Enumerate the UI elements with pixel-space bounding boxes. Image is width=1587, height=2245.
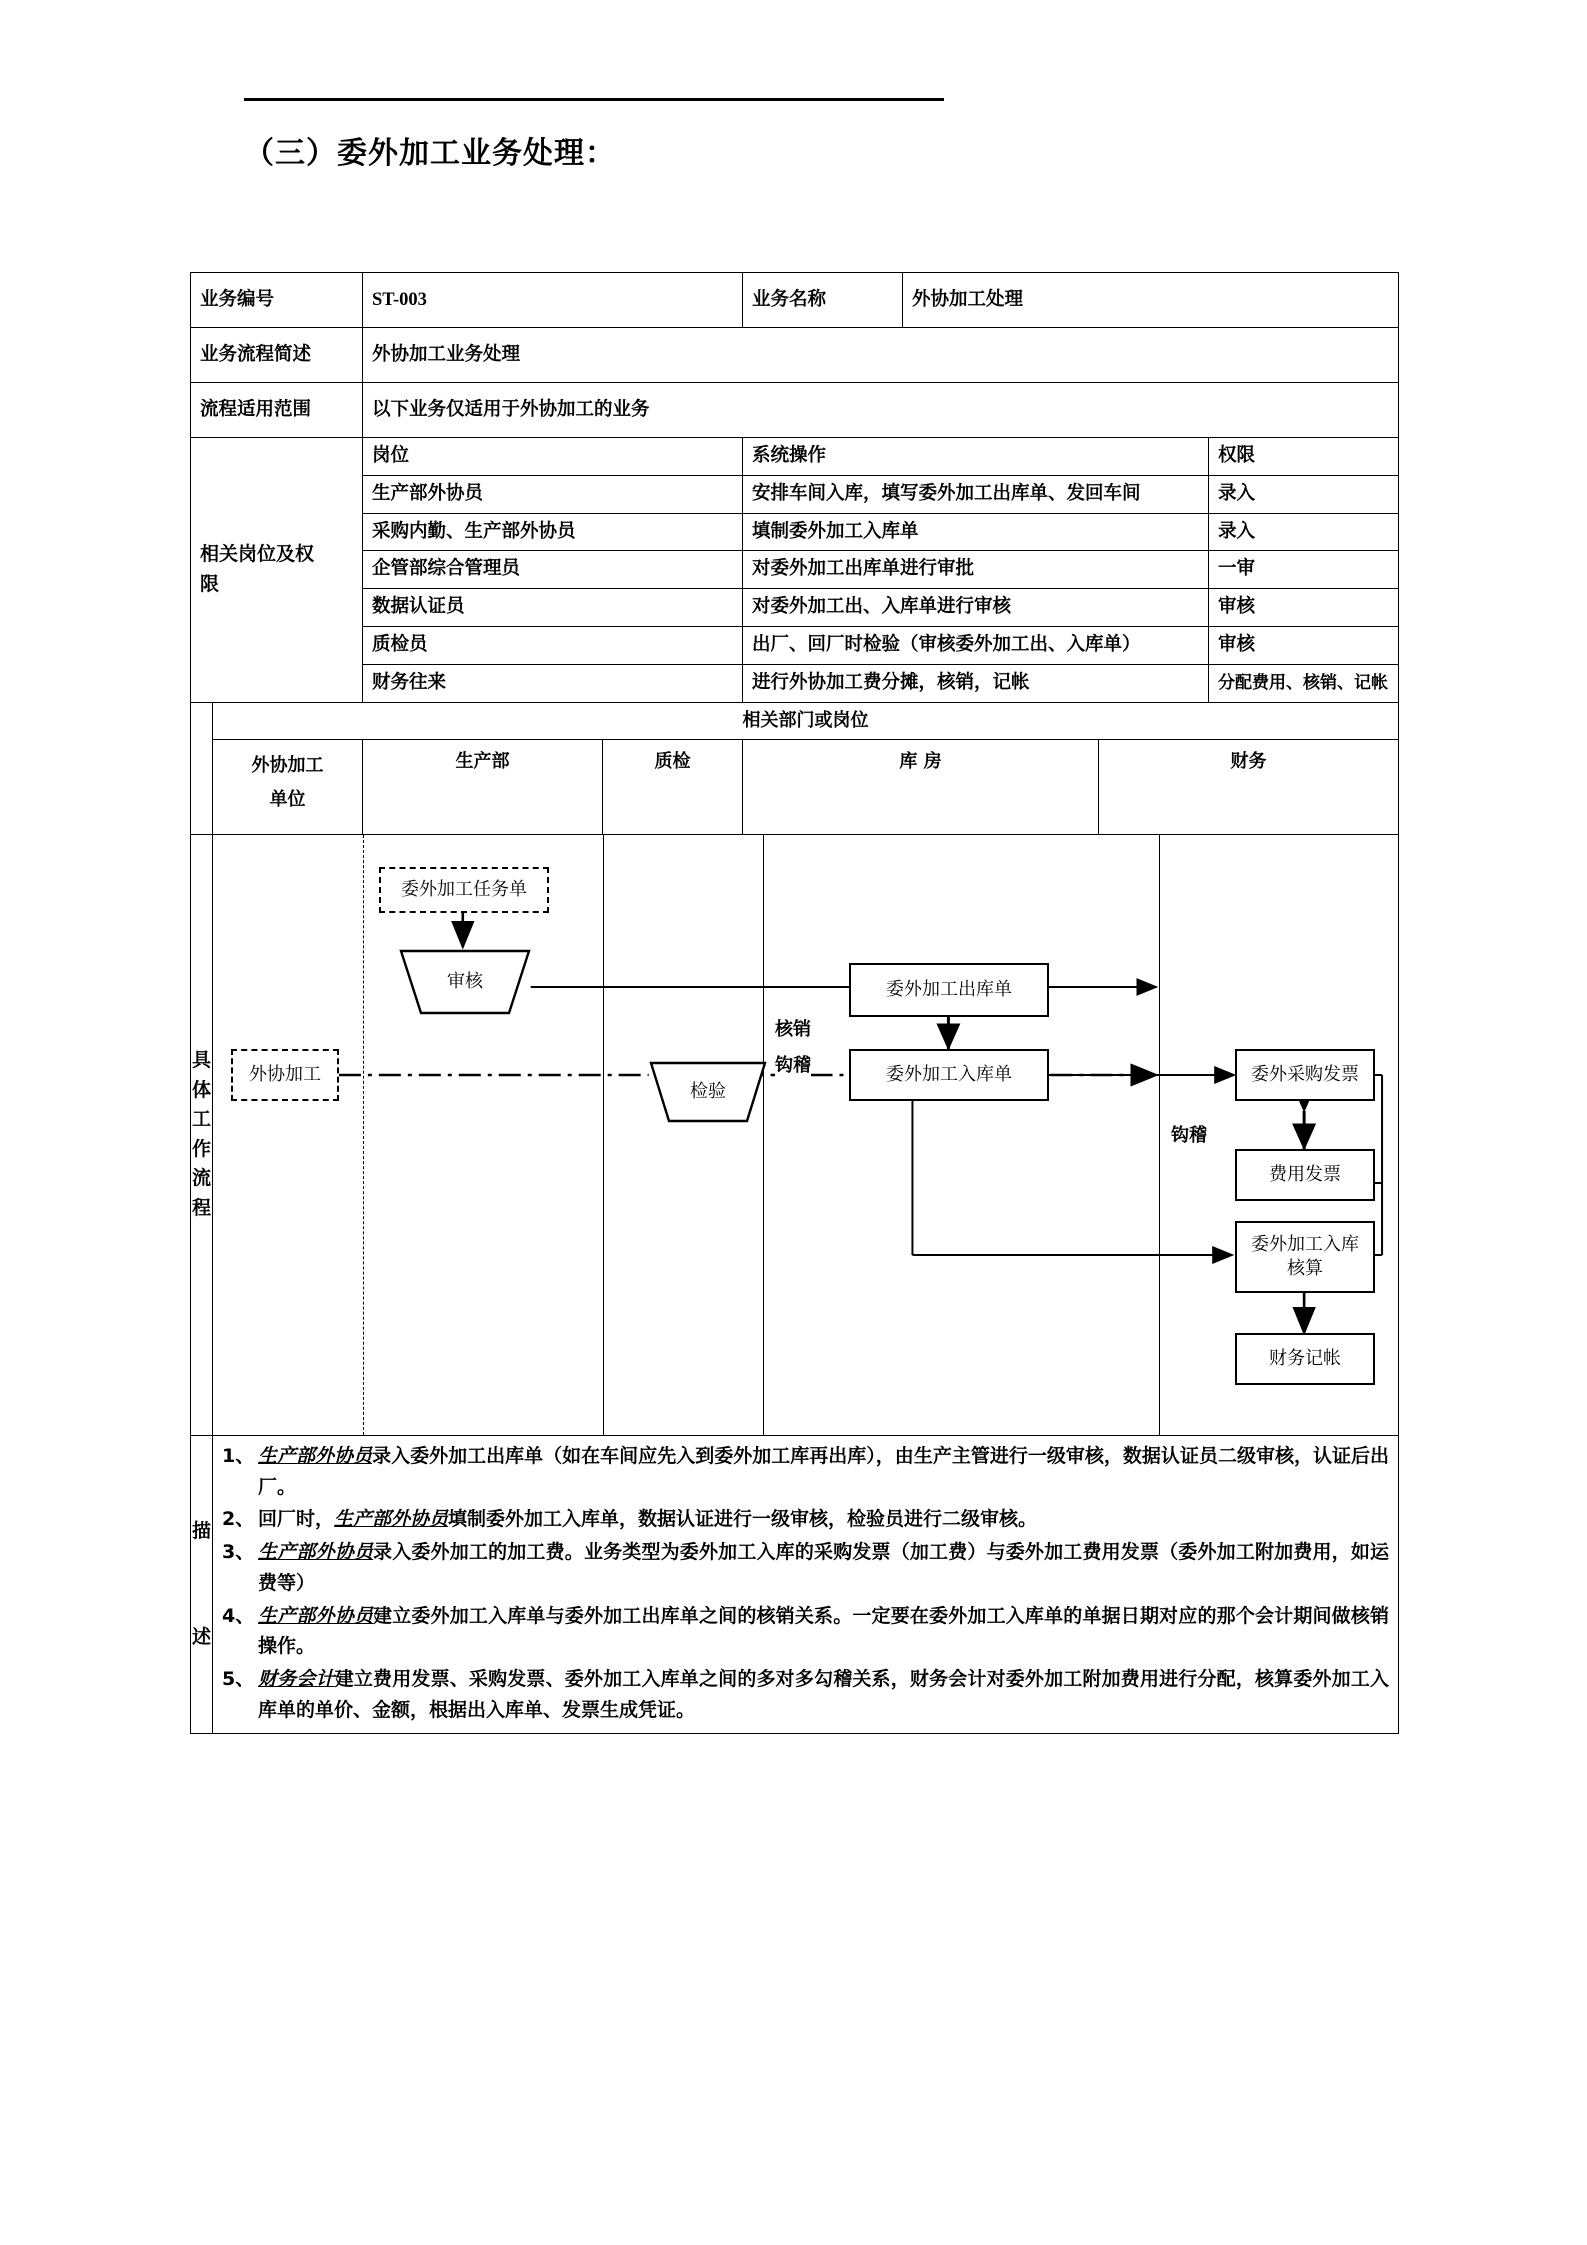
description-item-text	[258, 1601, 1389, 1663]
description-item-number: 4、	[222, 1604, 255, 1627]
role-post: 生产部外协员	[363, 475, 743, 513]
description-item-body: 建立委外加工入库单与委外加工出库单之间的核销关系。一定要在委外加工入库单的单据日期对应的那个会计期间做核销操作。	[258, 1604, 1390, 1658]
lane-divider-3	[763, 835, 764, 1435]
description-item	[222, 1441, 1389, 1503]
flow-node-task-order	[379, 867, 549, 913]
flowchart-canvas-cell	[213, 834, 1399, 1435]
label-roles-line-2: 限	[200, 572, 220, 595]
page-title: （三）委外加工业务处理：	[244, 136, 616, 171]
flow-label-line-5: 流	[191, 1167, 211, 1190]
lane-header-finance: 财务	[1099, 739, 1399, 834]
role-permission: 审核	[1209, 627, 1399, 665]
description-list-cell	[213, 1435, 1399, 1733]
flow-node-outsource-process	[231, 1049, 339, 1101]
description-item-body: 建立费用发票、采购发票、委外加工入库单之间的多对多勾稽关系，财务会计对委外加工附加费用进行分配，核算委外加工入库单的单价、金额，根据出入库单、发票生成凭证。	[258, 1668, 1390, 1721]
flow-node-purchase-invoice-label: 委外采购发票	[1251, 1064, 1359, 1086]
role-post: 采购内勤、生产部外协员	[363, 513, 743, 551]
lane-header-production: 生产部	[363, 739, 603, 834]
table-row-process-scope	[191, 383, 1399, 438]
role-post: 企管部综合管理员	[363, 551, 743, 589]
flow-node-review-label: 审核	[447, 971, 483, 993]
header-post: 岗位	[363, 438, 743, 476]
description-item-prefix: 回厂时，	[258, 1508, 335, 1531]
label-roles-permissions-text	[200, 540, 353, 599]
role-operation: 对委外加工出库单进行审批	[743, 551, 1209, 589]
label-process-scope: 流程适用范围	[191, 383, 363, 438]
role-post: 数据认证员	[363, 589, 743, 627]
flow-node-outsource-process-label: 外协加工	[249, 1064, 321, 1086]
description-item-text	[258, 1664, 1389, 1726]
flow-label-line-3: 工	[191, 1108, 211, 1131]
description-label-line-2: 述	[191, 1626, 211, 1649]
description-list	[222, 1441, 1389, 1726]
header-permission: 权限	[1209, 438, 1399, 476]
label-roles-permissions	[191, 438, 363, 703]
table-row-description	[191, 1435, 1399, 1733]
flow-node-in-accounting-line-1: 委外加工入库	[1251, 1234, 1359, 1256]
lane-divider-1	[363, 835, 364, 1435]
description-item-role: 生产部外协员	[334, 1508, 449, 1531]
lane-divider-4	[1159, 835, 1160, 1435]
role-permission: 审核	[1209, 589, 1399, 627]
role-permission: 一审	[1209, 551, 1399, 589]
flow-node-in-order	[849, 1049, 1049, 1101]
description-item-text	[258, 1537, 1389, 1599]
flow-node-inspect	[649, 1061, 767, 1123]
description-item-text	[258, 1441, 1389, 1503]
role-operation: 进行外协加工费分摊，核销，记帐	[743, 664, 1209, 702]
value-process-scope: 以下业务仅适用于外协加工的业务	[363, 383, 1399, 438]
spacer-cell	[191, 702, 213, 739]
description-item-number: 5、	[222, 1668, 255, 1691]
label-roles-line-1: 相关岗位及权	[200, 543, 315, 566]
label-work-flow	[191, 834, 213, 1435]
value-business-id: ST-003	[363, 273, 743, 328]
description-item-role: 生产部外协员	[258, 1444, 373, 1467]
flow-node-in-accounting	[1235, 1221, 1375, 1293]
flow-node-task-order-label: 委外加工任务单	[401, 879, 527, 901]
table-row-business-id	[191, 273, 1399, 328]
description-item	[222, 1601, 1389, 1663]
lane-header-warehouse: 库 房	[743, 739, 1099, 834]
description-item-body: 录入委外加工的加工费。业务类型为委外加工入库的采购发票（加工费）与委外加工费用发票（委外加工附加费用，如运费等）	[258, 1541, 1390, 1594]
lane-header-qc: 质检	[603, 739, 743, 834]
swimlane-banner: 相关部门或岗位	[213, 702, 1399, 739]
table-row-role	[191, 627, 1399, 665]
role-permission: 录入	[1209, 475, 1399, 513]
flow-label-line-1: 具	[191, 1049, 211, 1072]
table-row-process-summary	[191, 328, 1399, 383]
role-permission: 录入	[1209, 513, 1399, 551]
lane-header-outsourcer-line-2: 单位	[269, 788, 306, 810]
table-row-role	[191, 475, 1399, 513]
flow-node-bookkeeping	[1235, 1333, 1375, 1385]
description-item-body: 填制委外加工入库单，数据认证进行一级审核，检验员进行二级审核。	[448, 1508, 1038, 1531]
table-row-roles-header	[191, 438, 1399, 476]
header-operation: 系统操作	[743, 438, 1209, 476]
flow-label-line-2: 体	[191, 1078, 211, 1101]
role-operation: 出厂、回厂时检验（审核委外加工出、入库单）	[743, 627, 1209, 665]
flow-node-expense-invoice	[1235, 1149, 1375, 1201]
value-process-summary: 外协加工业务处理	[363, 328, 1399, 383]
lane-header-outsourcer-line-1: 外协加工	[251, 754, 324, 776]
flow-node-review	[399, 949, 531, 1015]
label-description	[191, 1435, 213, 1733]
flow-node-expense-invoice-label: 费用发票	[1269, 1164, 1341, 1186]
description-item-number: 3、	[222, 1541, 255, 1564]
role-operation: 安排车间入库，填写委外加工出库单、发回车间	[743, 475, 1209, 513]
description-item-body: 录入委外加工出库单（如在车间应先入到委外加工库再出库），由生产主管进行一级审核，数据认证员二级审核，认证后出厂。	[258, 1444, 1390, 1498]
description-item-role: 财务会计	[258, 1668, 335, 1691]
label-work-flow-text	[191, 1046, 212, 1223]
lane-divider-2	[603, 835, 604, 1435]
label-business-name: 业务名称	[743, 273, 903, 328]
flow-node-in-accounting-line-2: 核算	[1287, 1257, 1323, 1279]
label-description-text	[191, 1478, 212, 1691]
flow-label-line-4: 作	[191, 1137, 211, 1160]
edge-label-reconcile-1: 钩稽	[775, 1053, 811, 1079]
description-item-role: 生产部外协员	[258, 1541, 374, 1564]
edge-label-write-off: 核销	[775, 1017, 811, 1043]
table-row-role	[191, 551, 1399, 589]
table-row-role	[191, 589, 1399, 627]
description-item-number: 1、	[222, 1444, 255, 1467]
table-row-swimlane-headers	[191, 739, 1399, 834]
description-item	[222, 1664, 1389, 1726]
flow-node-bookkeeping-label: 财务记帐	[1269, 1348, 1341, 1370]
description-item-role: 生产部外协员	[258, 1604, 374, 1627]
description-item-number: 2、	[222, 1508, 255, 1531]
description-item	[222, 1537, 1389, 1599]
lane-header-outsourcer	[213, 739, 363, 834]
flowchart-canvas	[213, 835, 1398, 1435]
flow-node-purchase-invoice	[1235, 1049, 1375, 1101]
role-operation: 填制委外加工入库单	[743, 513, 1209, 551]
business-process-table	[190, 272, 1399, 1734]
role-post: 质检员	[363, 627, 743, 665]
flow-node-out-order-label: 委外加工出库单	[886, 979, 1012, 1001]
role-permission: 分配费用、核销、记帐	[1209, 664, 1399, 702]
flow-label-line-6: 程	[191, 1196, 211, 1219]
flow-node-in-order-label: 委外加工入库单	[886, 1064, 1012, 1086]
header-rule	[244, 98, 944, 101]
flow-node-out-order	[849, 963, 1049, 1017]
value-business-name: 外协加工处理	[903, 273, 1399, 328]
table-row-role	[191, 513, 1399, 551]
role-operation: 对委外加工出、入库单进行审核	[743, 589, 1209, 627]
description-label-line-1: 描	[191, 1519, 211, 1542]
flow-connectors	[213, 835, 1398, 1435]
table-row-swimlane-banner	[191, 702, 1399, 739]
spacer-cell	[191, 739, 213, 834]
label-business-id: 业务编号	[191, 273, 363, 328]
role-post: 财务往来	[363, 664, 743, 702]
flow-node-inspect-label: 检验	[690, 1081, 726, 1103]
table-row-flowchart	[191, 834, 1399, 1435]
description-item-text	[258, 1504, 1389, 1535]
edge-label-reconcile-2: 钩稽	[1171, 1123, 1207, 1149]
table-row-role	[191, 664, 1399, 702]
description-item	[222, 1504, 1389, 1535]
label-process-summary: 业务流程简述	[191, 328, 363, 383]
